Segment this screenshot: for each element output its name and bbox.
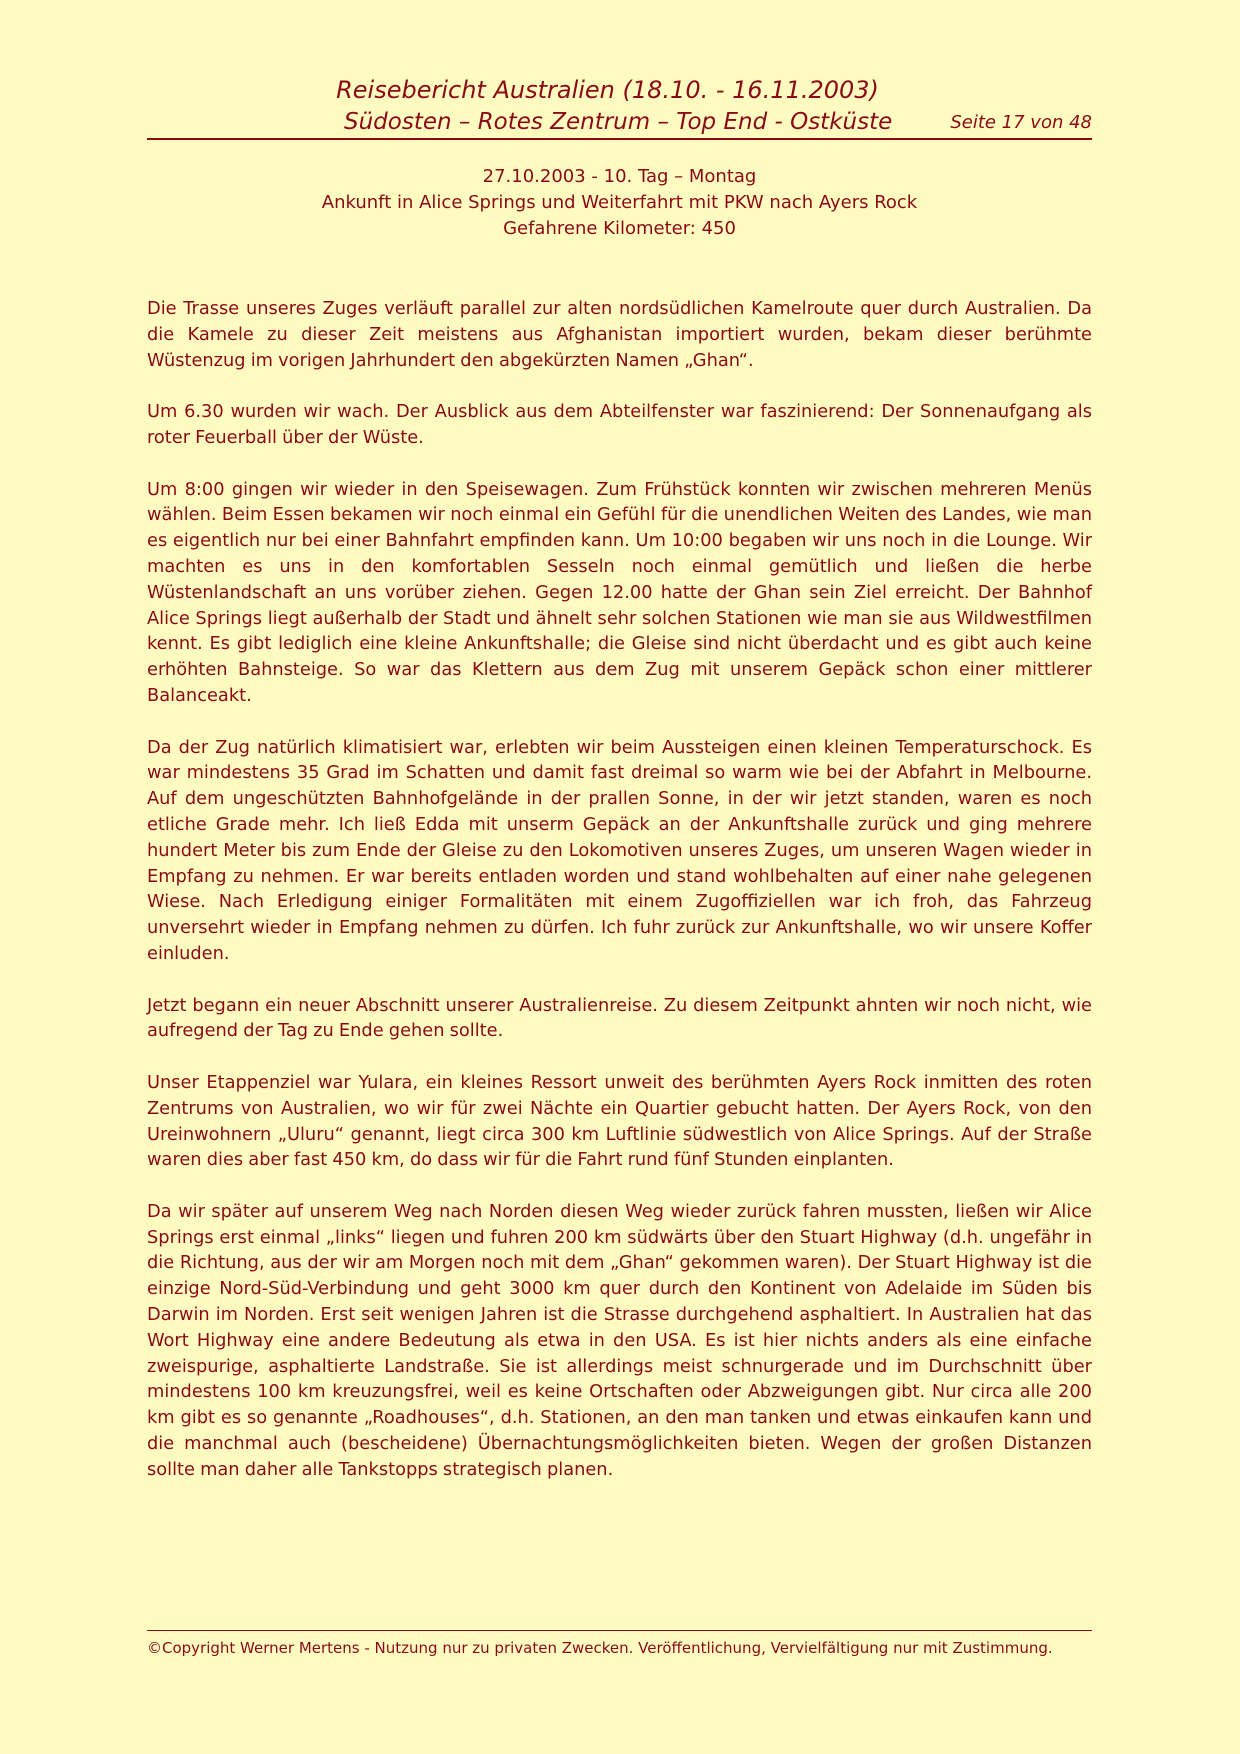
report-body [147,296,1092,1508]
copyright-notice: ©Copyright Werner Mertens - Nutzung nur zu privaten Zwecken. Veröffentlichung, Vervielfältigung nur mit Zustimmung. [147,1639,1053,1657]
header-subline [147,106,1092,140]
paragraph: Die Trasse unseres Zuges verläuft parallel zur alten nordsüdlichen Kamelroute quer durch Australien. Da die Kamele zu dieser Zeit meistens aus Afghanistan importiert wurden, bekam dieser berühmte Wüstenzug im vorigen Jahrhundert den abgekürzten Namen „Ghan“. [147,298,1092,371]
day-heading [147,164,1092,242]
page-header [147,74,1092,140]
page-number: Seite 17 von 48 [950,112,1092,133]
paragraph: Jetzt begann ein neuer Abschnitt unserer Australienreise. Zu diesem Zeitpunkt ahnten wir noch nicht, wie aufregend der Tag zu Ende gehen sollte. [147,994,1092,1042]
paragraph: Um 6.30 wurden wir wach. Der Ausblick aus dem Abteilfenster war faszinierend: Der Sonnenaufgang als roter Feuerball über der Wüste. [147,401,1092,448]
day-kilometers: Gefahrene Kilometer: 450 [503,218,736,239]
report-subtitle: Südosten – Rotes Zentrum – Top End - Ostküste [344,109,893,135]
page-footer [147,1630,1092,1661]
paragraph: Um 8:00 gingen wir wieder in den Speisewagen. Zum Frühstück konnten wir zwischen mehreren Menüs wählen. Beim Essen bekamen wir noch einmal ein Gefühl für die unendlichen Weiten des Landes, wie man es eigentlich nur bei einer Bahnfahrt empfinden kann. Um 10:00 begaben wir uns noch in die Lounge. Wir machten es uns in den komfortablen Sesseln noch einmal gemütlich und ließen die herbe Wüstenlandschaft an uns vorüber ziehen. Gegen 12.00 hatte der Ghan sein Ziel erreicht. Der Bahnhof Alice Springs liegt außerhalb der Stadt und ähnelt sehr solchen Stationen wie man sie aus Wildwestfilmen kennt. Es gibt lediglich eine kleine Ankunftshalle; die Gleise sind nicht überdacht und es gibt auch keine erhöhten Bahnsteige. So war das Klettern aus dem Zug mit unserem Gepäck schon einer mittlerer Balanceakt. [147,478,1092,706]
paragraph: Da wir später auf unserem Weg nach Norden diesen Weg wieder zurück fahren mussten, ließen wir Alice Springs erst einmal „links“ liegen und fuhren 200 km südwärts über den Stuart Highway (d.h. ungefähr in die Richtung, aus der wir am Morgen noch mit dem „Ghan“ gekommen waren). Der Stuart Highway ist die einzige Nord-Süd-Verbindung und geht 3000 km quer durch den Kontinent von Adelaide im Süden bis Darwin im Norden. Erst seit wenigen Jahren ist die Strasse durchgehend asphaltiert. In Australien hat das Wort Highway eine andere Bedeutung als etwa in den USA. Es ist hier nichts anders als eine einfache zweispurige, asphaltierte Landstraße. Sie ist allerdings meist schnurgerade und im Durchschnitt über mindestens 100 km kreuzungsfrei, weil es keine Ortschaften oder Abzweigungen gibt. Nur circa alle 200 km gibt es so genannte „Roadhouses“, d.h. Stationen, an den man tanken und etwas einkaufen kann und die manchmal auch (bescheidene) Übernachtungsmöglichkeiten bieten. Wegen der großen Distanzen sollte man daher alle Tankstopps strategisch planen. [147,1200,1092,1480]
paragraph: Unser Etappenziel war Yulara, ein kleines Ressort unweit des berühmten Ayers Rock inmitten des roten Zentrums von Australien, wo wir für zwei Nächte ein Quartier gebucht hatten. Der Ayers Rock, von den Ureinwohnern „Uluru“ genannt, liegt circa 300 km Luftlinie südwestlich von Alice Springs. Auf der Straße waren dies aber fast 450 km, do dass wir für die Fahrt rund fünf Stunden einplanten. [147,1071,1092,1171]
report-title: Reisebericht Australien (18.10. - 16.11.2003) [336,76,879,104]
day-route: Ankunft in Alice Springs und Weiterfahrt mit PKW nach Ayers Rock [321,192,918,213]
paragraph: Da der Zug natürlich klimatisiert war, erlebten wir beim Aussteigen einen kleinen Temperaturschock. Es war mindestens 35 Grad im Schatten und damit fast dreimal so warm wie bei der Abfahrt in Melbourne. Auf dem ungeschützten Bahnhofgelände in der prallen Sonne, in der wir jetzt standen, waren es noch etliche Grade mehr. Ich ließ Edda mit unserm Gepäck an der Ankunftshalle zurück und ging mehrere hundert Meter bis zum Ende der Gleise zu den Lokomotiven unseres Zuges, um unseren Wagen wieder in Empfang zu nehmen. Er war bereits entladen worden und stand wohlbehalten auf einer nahe gelegenen Wiese. Nach Erledigung einiger Formalitäten mit einem Zugoffiziellen war ich froh, das Fahrzeug unversehrt wieder in Empfang nehmen zu dürfen. Ich fuhr zurück zur Ankunftshalle, wo wir unsere Koffer einluden. [147,736,1092,964]
day-date: 27.10.2003 - 10. Tag – Montag [482,166,757,187]
